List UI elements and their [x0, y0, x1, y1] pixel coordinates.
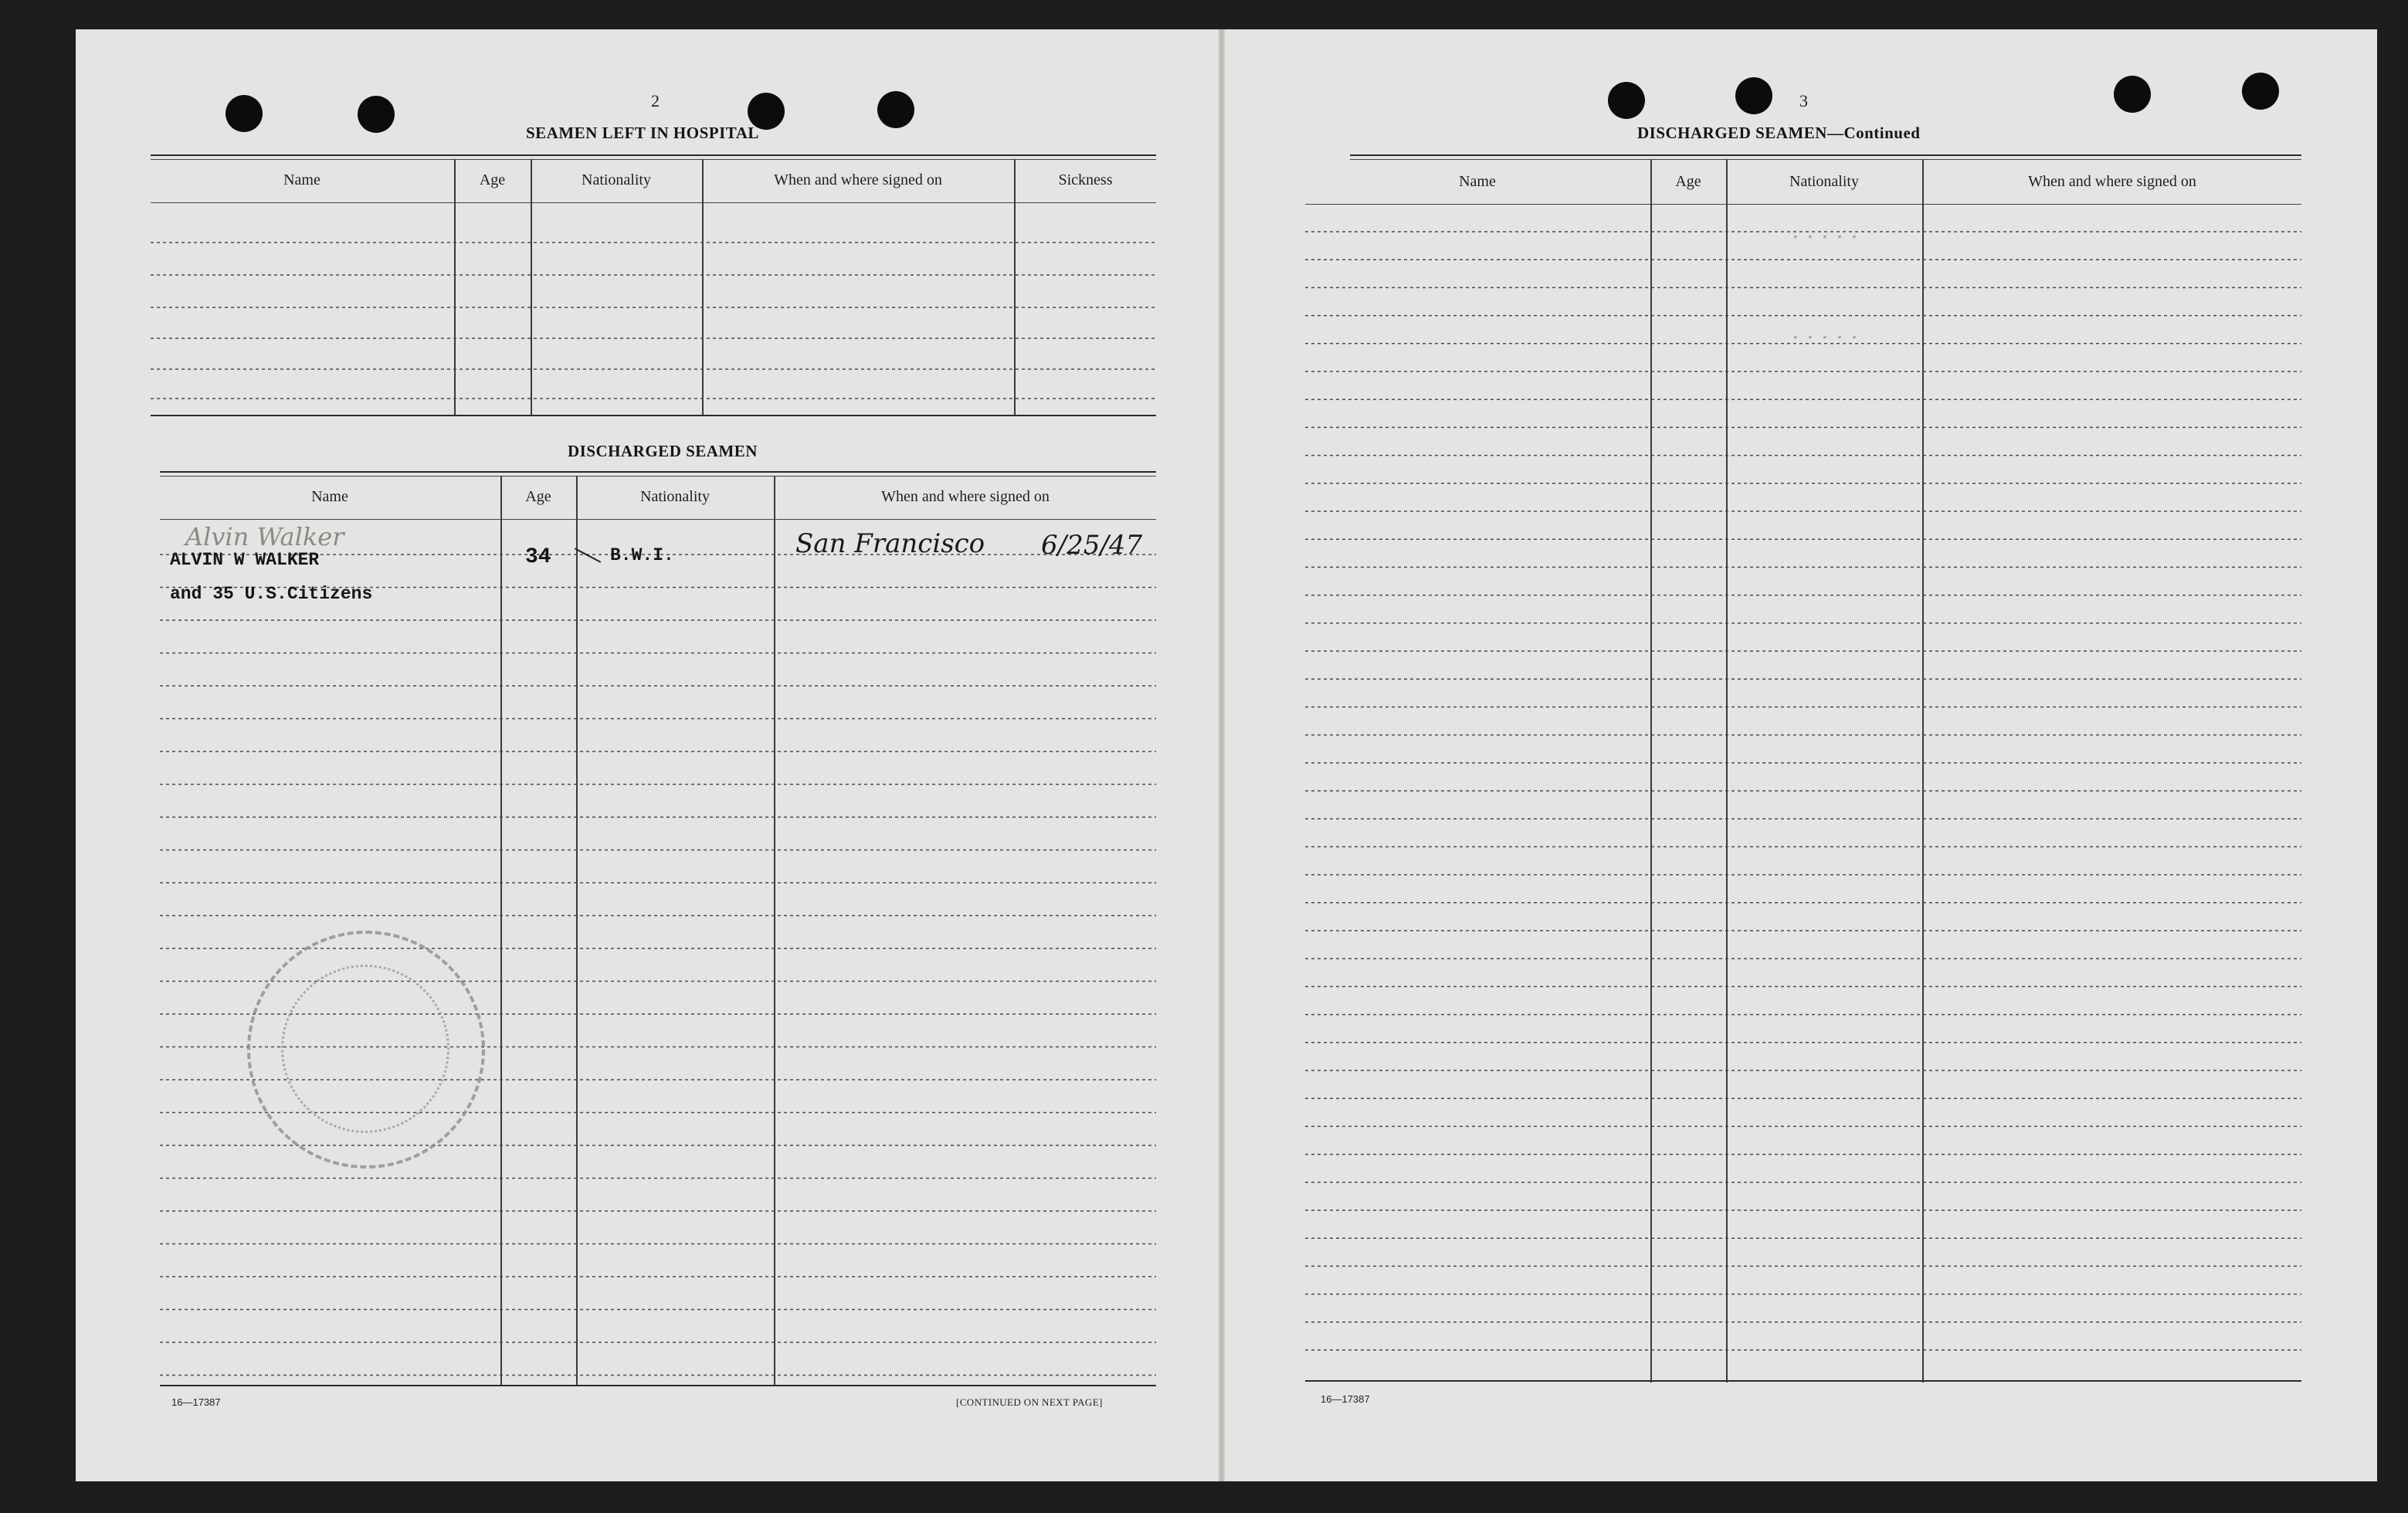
header-rule	[151, 202, 1156, 203]
signed-on-date: 6/25/47	[1041, 530, 1143, 561]
seaman-name-continued: and 35 U.S.Citizens	[170, 584, 373, 604]
bleed-through-text: · · · · ·	[1792, 324, 1858, 351]
page-number: 3	[1799, 91, 1808, 110]
continued-note: [CONTINUED ON NEXT PAGE]	[956, 1396, 1103, 1408]
column-header: Age	[525, 488, 551, 505]
table-top-rule-thin	[1350, 159, 2301, 160]
header-rule	[1305, 204, 2301, 205]
signed-on-place: San Francisco	[795, 528, 985, 559]
table-top-rule	[151, 154, 1156, 156]
table-top-rule	[160, 471, 1156, 473]
page-fold	[1219, 29, 1225, 1481]
punch-hole	[2242, 73, 2279, 110]
column-header: Age	[1675, 173, 1701, 190]
form-number: 16—17387	[1321, 1393, 1370, 1405]
section-title-suffix: —Continued	[1826, 124, 1921, 142]
section-title-discharged-continued	[1637, 124, 1920, 143]
form-number: 16—17387	[171, 1396, 221, 1408]
table-top-rule	[1350, 154, 2301, 156]
table-top-rule-thin	[151, 159, 1156, 160]
seaman-nationality: B.W.I.	[610, 545, 674, 565]
seaman-name: ALVIN W WALKER	[170, 550, 320, 570]
table-top-rule-thin	[160, 476, 1156, 477]
discharged-rows-right	[1305, 207, 2301, 1386]
signature: Alvin Walker	[185, 522, 344, 551]
column-header: When and where signed on	[881, 488, 1050, 505]
column-header: Nationality	[582, 171, 651, 188]
punch-hole	[358, 96, 395, 133]
section-title-discharged: DISCHARGED SEAMEN	[568, 442, 758, 460]
punch-hole	[1608, 82, 1645, 119]
page-number: 2	[651, 91, 660, 110]
column-header: Nationality	[640, 488, 710, 505]
hospital-rows	[151, 209, 1156, 417]
column-header: When and where signed on	[2028, 173, 2196, 190]
column-header: Name	[311, 488, 348, 505]
column-header: Nationality	[1789, 173, 1859, 190]
column-header: Sickness	[1058, 171, 1113, 188]
punch-hole	[226, 95, 263, 132]
seaman-age: 34	[525, 545, 551, 569]
section-title-hospital: SEAMEN LEFT IN HOSPITAL	[526, 124, 759, 142]
column-header: When and where signed on	[774, 171, 942, 188]
column-header: Name	[283, 171, 321, 188]
punch-hole	[1735, 77, 1772, 114]
column-header: Age	[479, 171, 506, 188]
punch-hole	[2114, 76, 2151, 113]
faded-stamp	[247, 931, 485, 1169]
punch-hole	[877, 91, 914, 128]
column-header: Name	[1459, 173, 1496, 190]
section-title-text: DISCHARGED SEAMEN	[1637, 124, 1827, 142]
bleed-through-text: · · · · ·	[1792, 224, 1858, 251]
